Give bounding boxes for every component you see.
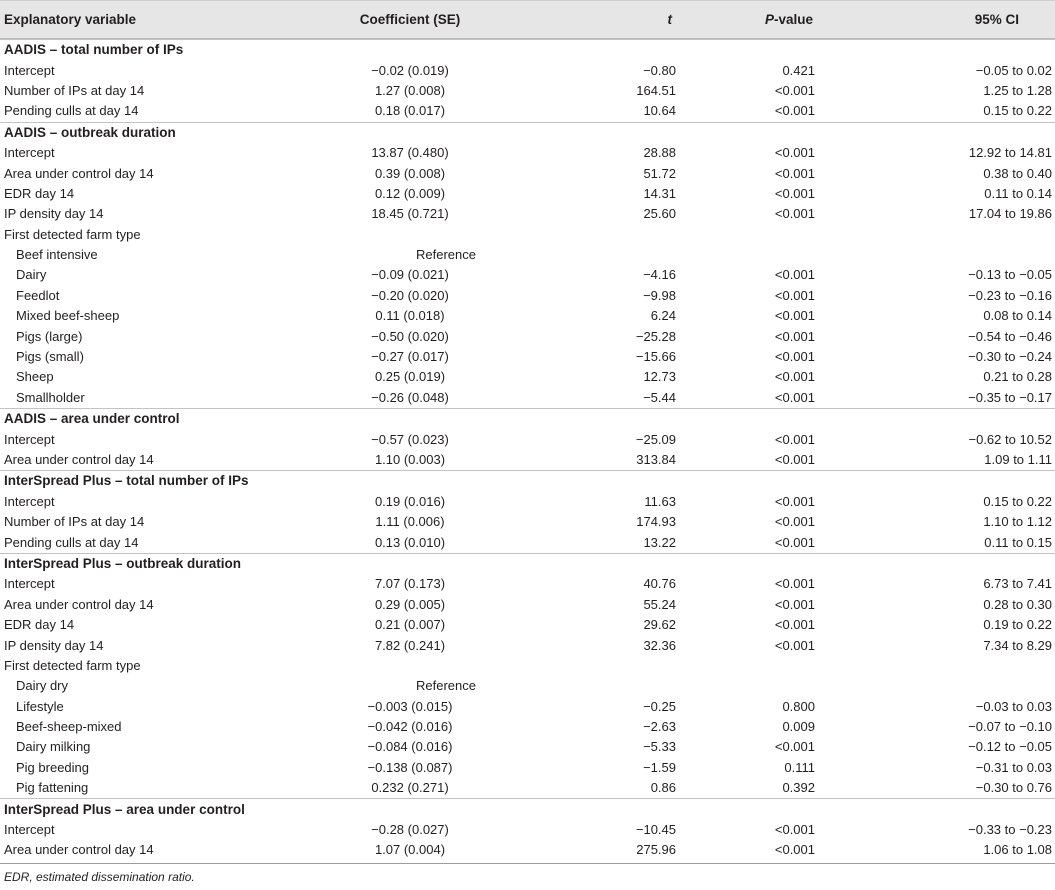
ci-cell: −0.03 to 0.03: [975, 698, 1052, 714]
section-title: InterSpread Plus – area under control: [0, 799, 1055, 820]
p-value-cell: [700, 225, 865, 245]
p-value-cell: <0.001: [774, 82, 815, 98]
p-value-cell: 0.392: [782, 780, 815, 796]
section-title: AADIS – outbreak duration: [0, 122, 1055, 143]
coefficient-cell: −0.02 (0.019): [371, 62, 449, 78]
t-cell: 55.24: [643, 596, 676, 612]
coefficient-cell: −0.003 (0.015): [367, 698, 453, 714]
coefficient-cell: −0.26 (0.048): [371, 389, 449, 405]
t-cell: 10.64: [643, 103, 676, 119]
coefficient-cell: 0.12 (0.009): [374, 185, 446, 201]
p-value-cell: <0.001: [774, 514, 815, 530]
ci-cell: 1.10 to 1.12: [983, 514, 1052, 530]
table-row: [0, 635, 1055, 655]
ci-cell: −0.23 to −0.16: [968, 287, 1052, 303]
coefficient-cell: 1.10 (0.003): [374, 452, 446, 467]
t-cell: 12.73: [643, 369, 676, 385]
ci-cell: −0.35 to −0.17: [968, 389, 1052, 405]
p-value-cell: <0.001: [774, 596, 815, 612]
variable-label: Dairy: [16, 267, 47, 283]
t-cell: −0.25: [643, 698, 676, 714]
table-row: [0, 532, 1055, 553]
variable-label: Pending culls at day 14: [4, 534, 139, 550]
t-cell: −5.44: [643, 389, 676, 405]
p-value-cell: 0.421: [782, 62, 815, 78]
p-value-cell: <0.001: [774, 145, 815, 161]
ci-cell: 0.21 to 0.28: [983, 369, 1052, 385]
table-row: [0, 60, 1055, 80]
p-value-cell: <0.001: [774, 308, 815, 324]
coefficient-cell: 0.11 (0.018): [375, 308, 445, 324]
ci-cell: 0.15 to 0.22: [983, 493, 1052, 509]
variable-label: Intercept: [4, 62, 55, 78]
variable-label: IP density day 14: [4, 637, 104, 653]
t-cell: [510, 656, 700, 676]
ci-cell: 7.34 to 8.29: [983, 637, 1052, 653]
variable-label: Area under control day 14: [4, 842, 154, 858]
variable-label: Dairy dry: [16, 678, 69, 694]
ci-cell: 1.06 to 1.08: [983, 842, 1052, 858]
p-value-cell: <0.001: [774, 431, 815, 447]
reference-row: [0, 676, 1055, 696]
ci-cell: 0.11 to 0.15: [984, 534, 1052, 550]
t-cell: −2.63: [643, 719, 676, 735]
t-cell: 174.93: [636, 514, 676, 530]
header-t: t: [667, 12, 672, 27]
reference-label: Reference: [416, 247, 476, 263]
section-header-row: [0, 409, 1055, 430]
reference-row: [0, 245, 1055, 265]
variable-label: Area under control day 14: [4, 452, 154, 467]
variable-label: Intercept: [4, 431, 55, 447]
t-cell: −9.98: [643, 287, 676, 303]
ci-cell: −0.31 to 0.03: [975, 759, 1052, 775]
p-value-cell: <0.001: [774, 349, 815, 365]
coefficient-cell: 0.232 (0.271): [371, 780, 449, 796]
table-row: [0, 429, 1055, 449]
variable-label: Pigs (small): [16, 349, 84, 365]
variable-label: Beef intensive: [16, 247, 98, 263]
t-cell: [510, 245, 700, 265]
ci-cell: −0.62 to 10.52: [968, 431, 1052, 447]
variable-label: Number of IPs at day 14: [4, 82, 145, 98]
t-cell: 11.63: [644, 493, 676, 509]
coefficient-cell: −0.50 (0.020): [371, 328, 449, 344]
t-cell: 313.84: [636, 452, 676, 467]
p-value-cell: [700, 656, 865, 676]
table-row: [0, 840, 1055, 860]
section-header-row: [0, 553, 1055, 574]
coefficient-cell: 18.45 (0.721): [371, 206, 449, 222]
bottom-rule: [0, 863, 1055, 864]
table-row: [0, 225, 1055, 245]
variable-label: Intercept: [4, 576, 55, 592]
t-cell: 29.62: [643, 617, 676, 633]
table-row: [0, 595, 1055, 615]
table-row: [0, 388, 1055, 409]
p-value-cell: <0.001: [774, 576, 815, 592]
section-header-row: [0, 471, 1055, 492]
coefficient-cell: 1.07 (0.004): [374, 842, 446, 858]
coefficient-cell: 0.39 (0.008): [374, 165, 446, 181]
coefficient-cell: 1.27 (0.008): [374, 82, 446, 98]
table-row: [0, 204, 1055, 224]
footnote: EDR, estimated dissemination ratio.: [4, 870, 195, 884]
p-value-cell: <0.001: [774, 842, 815, 858]
reference-cell: [310, 676, 510, 696]
reference-cell: [310, 245, 510, 265]
t-cell: 40.76: [643, 576, 676, 592]
section-title: InterSpread Plus – total number of IPs: [0, 471, 1055, 492]
ci-cell: 0.38 to 0.40: [983, 165, 1052, 181]
p-value-cell: <0.001: [774, 185, 815, 201]
ci-cell: [865, 245, 1055, 265]
table-row: [0, 286, 1055, 306]
p-value-cell: <0.001: [774, 617, 815, 633]
header-p-value: [700, 0, 865, 40]
t-cell: −4.16: [643, 267, 676, 283]
p-value-cell: <0.001: [774, 369, 815, 385]
ci-cell: −0.05 to 0.02: [975, 62, 1052, 78]
t-cell: 6.24: [650, 308, 676, 324]
coefficient-cell: 0.21 (0.007): [374, 617, 446, 633]
t-cell: 0.86: [650, 780, 676, 796]
table-row: [0, 778, 1055, 799]
ci-cell: −0.33 to −0.23: [968, 822, 1052, 838]
p-value-cell: [700, 676, 865, 696]
t-cell: 13.22: [643, 534, 676, 550]
t-cell: 32.36: [643, 637, 676, 653]
coefficient-cell: −0.20 (0.020): [371, 287, 449, 303]
t-cell: 28.88: [643, 145, 676, 161]
variable-label: Pig breeding: [16, 759, 89, 775]
variable-label: Area under control day 14: [4, 165, 154, 181]
t-cell: [510, 676, 700, 696]
ci-cell: −0.54 to −0.46: [968, 328, 1052, 344]
t-cell: 51.72: [643, 165, 676, 181]
variable-label: EDR day 14: [4, 617, 75, 633]
coefficient-cell: −0.27 (0.017): [371, 349, 449, 365]
table-row: [0, 347, 1055, 367]
table-row: [0, 656, 1055, 676]
p-value-cell: 0.800: [782, 698, 815, 714]
coefficient-cell: −0.09 (0.021): [371, 267, 449, 283]
section-title: InterSpread Plus – outbreak duration: [0, 553, 1055, 574]
coefficient-cell: −0.57 (0.023): [371, 431, 449, 447]
variable-label: Pigs (large): [16, 328, 83, 344]
t-cell: −10.45: [635, 822, 676, 838]
coefficient-cell: 13.87 (0.480): [371, 145, 449, 161]
table-row: [0, 163, 1055, 183]
table-row: [0, 101, 1055, 122]
p-value-cell: <0.001: [774, 637, 815, 653]
header-p-letter: P: [764, 12, 774, 27]
table-row: [0, 306, 1055, 326]
t-cell: 164.51: [636, 82, 676, 98]
table-row: [0, 574, 1055, 594]
table-row: [0, 512, 1055, 532]
ci-cell: −0.13 to −0.05: [968, 267, 1052, 283]
ci-cell: 0.28 to 0.30: [983, 596, 1052, 612]
ci-cell: −0.07 to −0.10: [968, 719, 1052, 735]
p-value-cell: <0.001: [774, 206, 815, 222]
table-row: [0, 717, 1055, 737]
reference-label: Reference: [416, 678, 476, 694]
table-row: [0, 143, 1055, 163]
coefficient-cell: 0.18 (0.017): [374, 103, 446, 119]
p-value-cell: <0.001: [774, 389, 815, 405]
t-cell: −25.09: [635, 431, 676, 447]
variable-label: Pig fattening: [16, 780, 89, 796]
t-cell: 25.60: [643, 206, 676, 222]
table-row: [0, 326, 1055, 346]
coefficient-cell: 0.13 (0.010): [374, 534, 446, 550]
p-value-cell: <0.001: [774, 165, 815, 181]
coefficient-cell: 1.11 (0.006): [375, 514, 445, 530]
variable-label: Mixed beef-sheep: [16, 308, 120, 324]
t-cell: −0.80: [643, 62, 676, 78]
variable-label: First detected farm type: [4, 226, 141, 242]
p-value-cell: <0.001: [774, 267, 815, 283]
coefficient-cell: −0.28 (0.027): [371, 822, 449, 838]
ci-cell: 1.25 to 1.28: [983, 82, 1052, 98]
section-header-row: [0, 799, 1055, 820]
t-cell: −15.66: [635, 349, 676, 365]
table-row: [0, 81, 1055, 101]
variable-label: Intercept: [4, 145, 55, 161]
variable-label: Intercept: [4, 493, 55, 509]
table-row: [0, 265, 1055, 285]
coefficient-cell: 0.29 (0.005): [374, 596, 446, 612]
ci-cell: 1.09 to 1.11: [984, 452, 1052, 467]
header-p-suffix: -value: [773, 12, 813, 27]
variable-label: Sheep: [16, 369, 54, 385]
p-value-cell: <0.001: [774, 493, 815, 509]
coefficient-cell: −0.084 (0.016): [367, 739, 453, 755]
p-value-cell: 0.111: [784, 759, 815, 775]
variable-label: EDR day 14: [4, 185, 75, 201]
variable-label: IP density day 14: [4, 206, 104, 222]
ci-cell: −0.30 to −0.24: [968, 349, 1052, 365]
coefficient-cell: [310, 656, 510, 676]
t-cell: [510, 225, 700, 245]
variable-label: Beef-sheep-mixed: [16, 719, 122, 735]
t-cell: 275.96: [636, 842, 676, 858]
table-row: [0, 758, 1055, 778]
variable-label: Intercept: [4, 822, 55, 838]
table-row: [0, 184, 1055, 204]
variable-label: Smallholder: [16, 389, 85, 405]
ci-cell: [865, 676, 1055, 696]
p-value-cell: <0.001: [774, 452, 815, 467]
section-header-row: [0, 40, 1055, 61]
section-title: AADIS – total number of IPs: [0, 40, 1055, 61]
header-explanatory-variable: Explanatory variable: [4, 12, 137, 27]
table-row: [0, 615, 1055, 635]
ci-cell: 6.73 to 7.41: [983, 576, 1052, 592]
ci-cell: [865, 656, 1055, 676]
p-value-cell: <0.001: [774, 328, 815, 344]
coefficient-cell: [310, 225, 510, 245]
section-header-row: [0, 122, 1055, 143]
table-row: [0, 367, 1055, 387]
ci-cell: 0.08 to 0.14: [983, 308, 1052, 324]
p-value-cell: <0.001: [774, 534, 815, 550]
ci-cell: −0.30 to 0.76: [975, 780, 1052, 796]
ci-cell: 0.19 to 0.22: [983, 617, 1052, 633]
ci-cell: 12.92 to 14.81: [968, 145, 1052, 161]
coefficient-cell: 0.19 (0.016): [374, 493, 446, 509]
variable-label: Number of IPs at day 14: [4, 514, 145, 530]
variable-label: Area under control day 14: [4, 596, 154, 612]
p-value-cell: 0.009: [782, 719, 815, 735]
p-value-cell: [700, 245, 865, 265]
p-value-cell: <0.001: [774, 103, 815, 119]
header-ci: 95% CI: [974, 12, 1019, 27]
coefficient-cell: 7.82 (0.241): [374, 637, 446, 653]
table-row: [0, 450, 1055, 471]
p-value-cell: <0.001: [774, 287, 815, 303]
table-header: [0, 0, 1055, 40]
t-cell: −5.33: [643, 739, 676, 755]
t-cell: −1.59: [643, 759, 676, 775]
variable-label: Feedlot: [16, 287, 60, 303]
p-value-cell: <0.001: [774, 739, 815, 755]
table-row: [0, 737, 1055, 757]
ci-cell: 17.04 to 19.86: [968, 206, 1052, 222]
table-row: [0, 820, 1055, 840]
coefficient-cell: −0.138 (0.087): [367, 759, 453, 775]
table-row: [0, 492, 1055, 512]
coefficient-cell: 0.25 (0.019): [374, 369, 446, 385]
coefficient-cell: −0.042 (0.016): [367, 719, 453, 735]
ci-cell: −0.12 to −0.05: [968, 739, 1052, 755]
coefficient-cell: 7.07 (0.173): [374, 576, 446, 592]
section-title: AADIS – area under control: [0, 409, 1055, 430]
t-cell: 14.31: [643, 185, 676, 201]
variable-label: Lifestyle: [16, 698, 64, 714]
variable-label: Pending culls at day 14: [4, 103, 139, 119]
table-body: [0, 40, 1055, 861]
ci-cell: [865, 225, 1055, 245]
table-row: [0, 697, 1055, 717]
p-value-cell: <0.001: [774, 822, 815, 838]
ci-cell: 0.11 to 0.14: [984, 185, 1052, 201]
t-cell: −25.28: [635, 328, 676, 344]
variable-label: Dairy milking: [16, 739, 91, 755]
header-row: [0, 0, 1055, 40]
header-coefficient: Coefficient (SE): [359, 12, 461, 27]
variable-label: First detected farm type: [4, 657, 141, 673]
ci-cell: 0.15 to 0.22: [983, 103, 1052, 119]
